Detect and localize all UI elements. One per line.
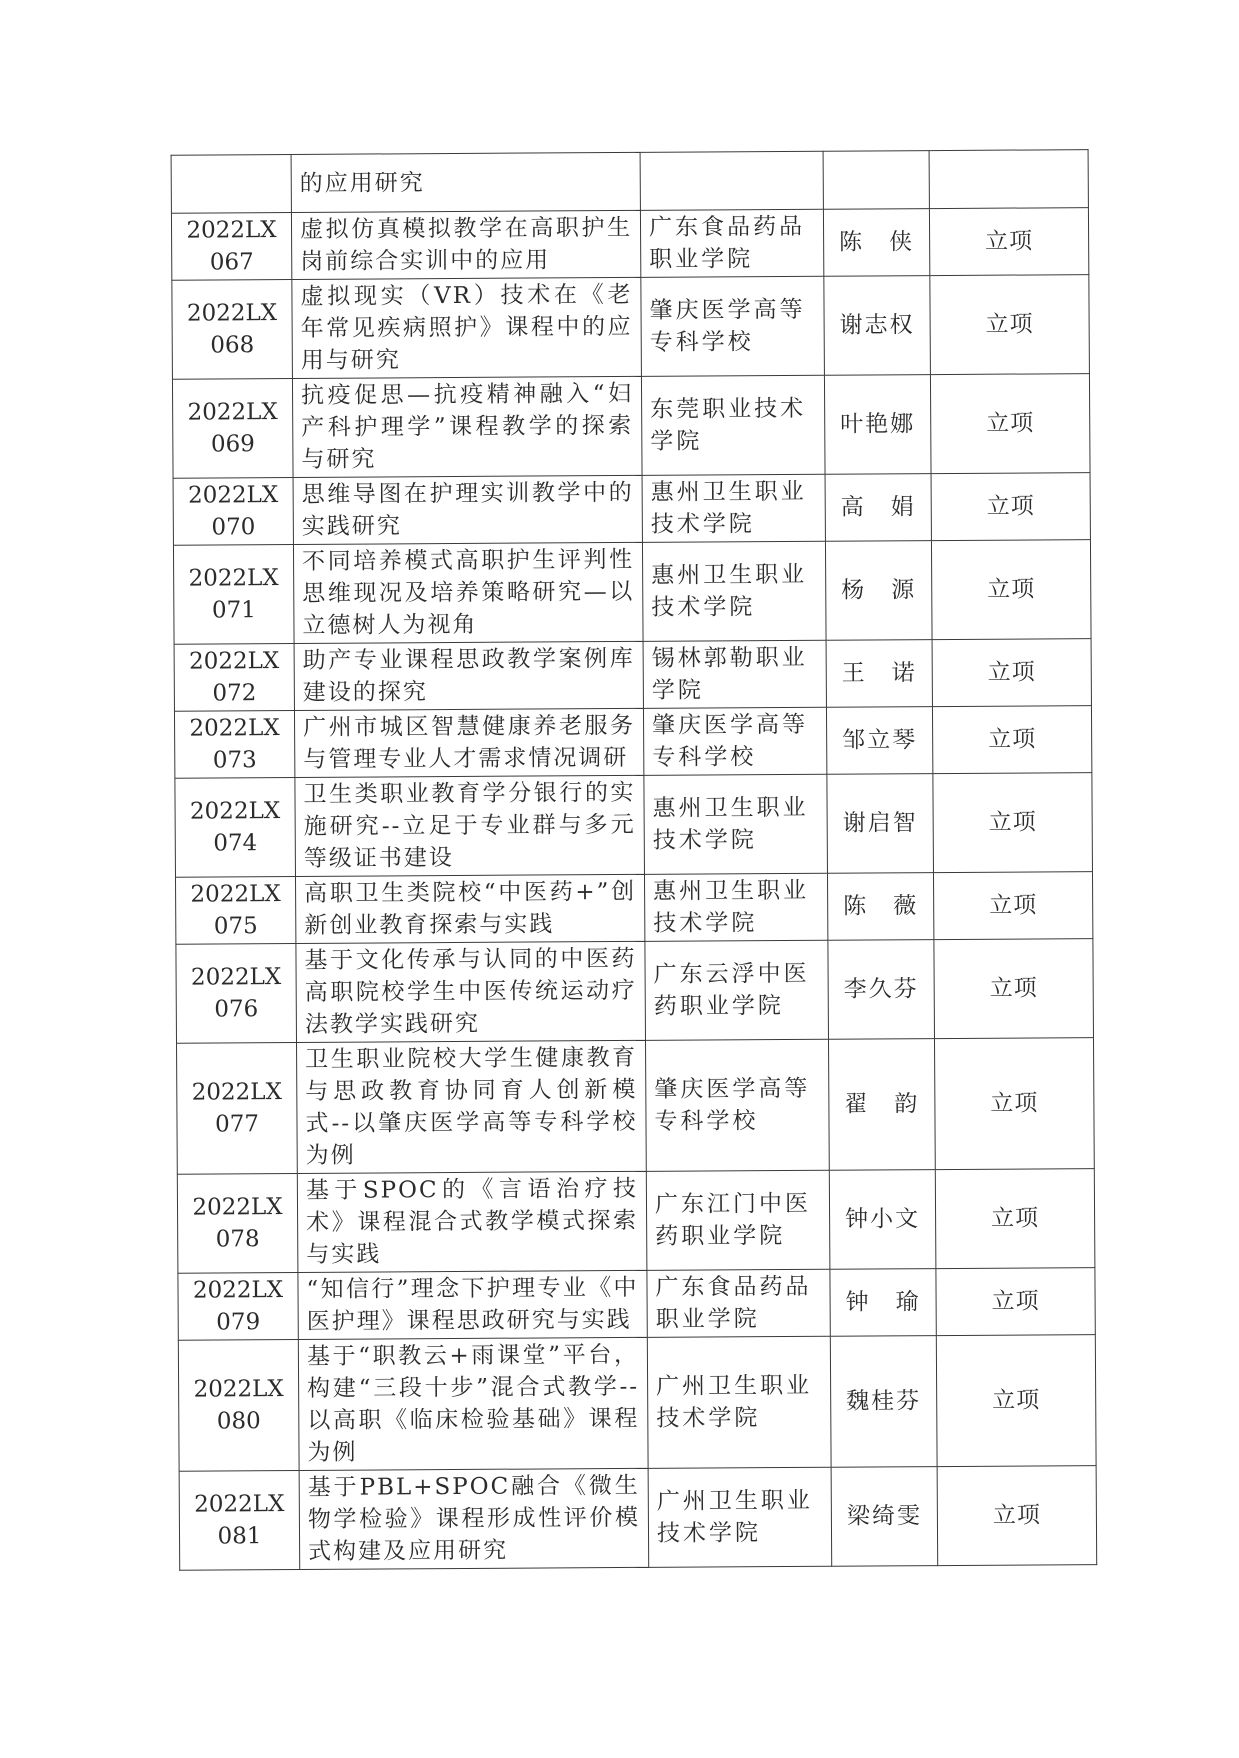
cell-school: 广东食品药品职业学院 <box>640 209 823 277</box>
table-row <box>175 773 1093 878</box>
cell-school: 广州卫生职业技术学院 <box>648 1467 832 1567</box>
cell-id: 2022LX 077 <box>177 1042 298 1174</box>
cell-title: “知信行”理念下护理专业《中医护理》课程思政研究与实践 <box>298 1270 647 1339</box>
cell-title: 虚拟仿真模拟教学在高职护生岗前综合实训中的应用 <box>291 210 640 279</box>
cell-person: 高 娟 <box>825 474 931 542</box>
table-row <box>177 1169 1095 1274</box>
cell-id: 2022LX 079 <box>178 1272 298 1340</box>
cell-status: 立项 <box>930 275 1090 375</box>
table-row <box>174 639 1091 712</box>
cell-id: 2022LX 073 <box>174 710 294 778</box>
cell-school: 肇庆医学高等专科学校 <box>643 707 826 775</box>
cell-status: 立项 <box>930 374 1090 474</box>
cell-title: 基于文化传承与认同的中医药高职院校学生中医传统运动疗法教学实践研究 <box>296 941 646 1042</box>
cell-person: 邹立琴 <box>826 707 932 775</box>
cell-status <box>929 150 1088 209</box>
cell-school: 惠州卫生职业技术学院 <box>644 873 827 941</box>
cell-status: 立项 <box>933 773 1093 873</box>
cell-id: 2022LX 071 <box>173 544 294 644</box>
cell-status: 立项 <box>932 706 1091 774</box>
cell-id: 2022LX 068 <box>172 279 293 379</box>
table-row <box>172 374 1090 479</box>
cell-status: 立项 <box>931 540 1091 640</box>
cell-school: 广州卫生职业技术学院 <box>647 1336 831 1468</box>
cell-school: 东莞职业技术学院 <box>641 375 825 475</box>
cell-id: 2022LX 080 <box>178 1339 299 1471</box>
cell-id: 2022LX 070 <box>173 477 293 545</box>
cell-person: 叶艳娜 <box>824 375 931 475</box>
cell-id: 2022LX 078 <box>177 1173 298 1273</box>
cell-school: 惠州卫生职业技术学院 <box>642 474 825 542</box>
cell-school: 广东云浮中医药职业学院 <box>645 940 829 1040</box>
cell-person: 谢启智 <box>827 774 934 874</box>
cell-title: 虚拟现实（VR）技术在《老年常见疾病照护》课程中的应用与研究 <box>292 277 642 378</box>
cell-person: 陈 侠 <box>823 209 929 277</box>
table-row <box>173 540 1091 645</box>
cell-status: 立项 <box>936 1268 1095 1336</box>
cell-title: 基于SPOC的《言语治疗技术》课程混合式教学模式探索与实践 <box>297 1171 647 1272</box>
cell-id: 2022LX 069 <box>172 378 293 478</box>
table-row <box>177 1038 1095 1175</box>
cell-status: 立项 <box>932 639 1091 707</box>
cell-person: 谢志权 <box>824 276 931 376</box>
cell-school: 锡林郭勒职业学院 <box>643 640 826 708</box>
cell-id: 2022LX 067 <box>171 212 291 280</box>
cell-person: 梁绮雯 <box>831 1467 938 1567</box>
cell-id: 2022LX 081 <box>179 1470 300 1570</box>
cell-school: 肇庆医学高等专科学校 <box>641 276 825 376</box>
table-row-continuation <box>171 150 1088 214</box>
cell-id <box>171 154 291 213</box>
cell-status: 立项 <box>934 1038 1094 1170</box>
cell-id: 2022LX 075 <box>175 876 295 944</box>
cell-title: 卫生类职业教育学分银行的实施研究--立足于专业群与多元等级证书建设 <box>295 775 645 876</box>
table-row <box>175 872 1092 945</box>
cell-school: 惠州卫生职业技术学院 <box>642 541 826 641</box>
cell-person: 钟小文 <box>829 1170 936 1270</box>
cell-person: 钟 瑜 <box>830 1269 936 1337</box>
table-row <box>171 208 1088 281</box>
cell-title: 基于“职教云+雨课堂”平台，构建“三段十步”混合式教学--以高职《临床检验基础》课程为例 <box>298 1337 648 1470</box>
cell-title: 基于PBL+SPOC融合《微生物学检验》课程形成性评价模式构建及应用研究 <box>299 1468 649 1569</box>
cell-person: 陈 薇 <box>827 873 933 941</box>
cell-person: 杨 源 <box>825 541 932 641</box>
cell-person: 翟 韵 <box>828 1039 935 1171</box>
cell-school <box>640 151 823 210</box>
table-row <box>178 1335 1096 1472</box>
table-row <box>178 1268 1095 1341</box>
cell-person: 李久芬 <box>828 940 935 1040</box>
table-row <box>174 706 1091 779</box>
cell-school: 肇庆医学高等专科学校 <box>645 1039 829 1171</box>
cell-status: 立项 <box>931 473 1090 541</box>
cell-status: 立项 <box>933 872 1092 940</box>
cell-title: 思维导图在护理实训教学中的实践研究 <box>293 475 642 544</box>
cell-school: 广东江门中医药职业学院 <box>646 1170 830 1270</box>
cell-school: 惠州卫生职业技术学院 <box>644 774 828 874</box>
cell-title: 卫生职业院校大学生健康教育与思政教育协同育人创新模式--以肇庆医学高等专科学校为例 <box>297 1040 647 1173</box>
cell-title: 抗疫促思—抗疫精神融入“妇产科护理学”课程教学的探索与研究 <box>292 376 642 477</box>
cell-status: 立项 <box>929 208 1088 276</box>
cell-status: 立项 <box>934 939 1094 1039</box>
cell-title: 助产专业课程思政教学案例库建设的探究 <box>294 641 643 710</box>
cell-school: 广东食品药品职业学院 <box>647 1269 830 1337</box>
cell-id: 2022LX 076 <box>176 943 297 1043</box>
table-row <box>176 939 1094 1044</box>
cell-title: 的应用研究 <box>291 152 640 212</box>
cell-status: 立项 <box>936 1335 1096 1467</box>
cell-status: 立项 <box>937 1466 1097 1566</box>
project-table <box>171 149 1098 1571</box>
cell-title: 广州市城区智慧健康养老服务与管理专业人才需求情况调研 <box>294 708 643 777</box>
table-row <box>172 275 1090 380</box>
cell-title: 不同培养模式高职护生评判性思维现况及培养策略研究—以立德树人为视角 <box>293 542 643 643</box>
cell-person: 魏桂芬 <box>830 1336 937 1468</box>
cell-id: 2022LX 074 <box>175 777 296 877</box>
cell-title: 高职卫生类院校“中医药+”创新创业教育探索与实践 <box>295 874 644 943</box>
cell-id: 2022LX 072 <box>174 643 294 711</box>
cell-person: 王 诺 <box>826 640 932 708</box>
cell-status: 立项 <box>935 1169 1095 1269</box>
table-row <box>179 1466 1097 1571</box>
cell-person <box>823 151 929 210</box>
table-row <box>173 473 1090 546</box>
